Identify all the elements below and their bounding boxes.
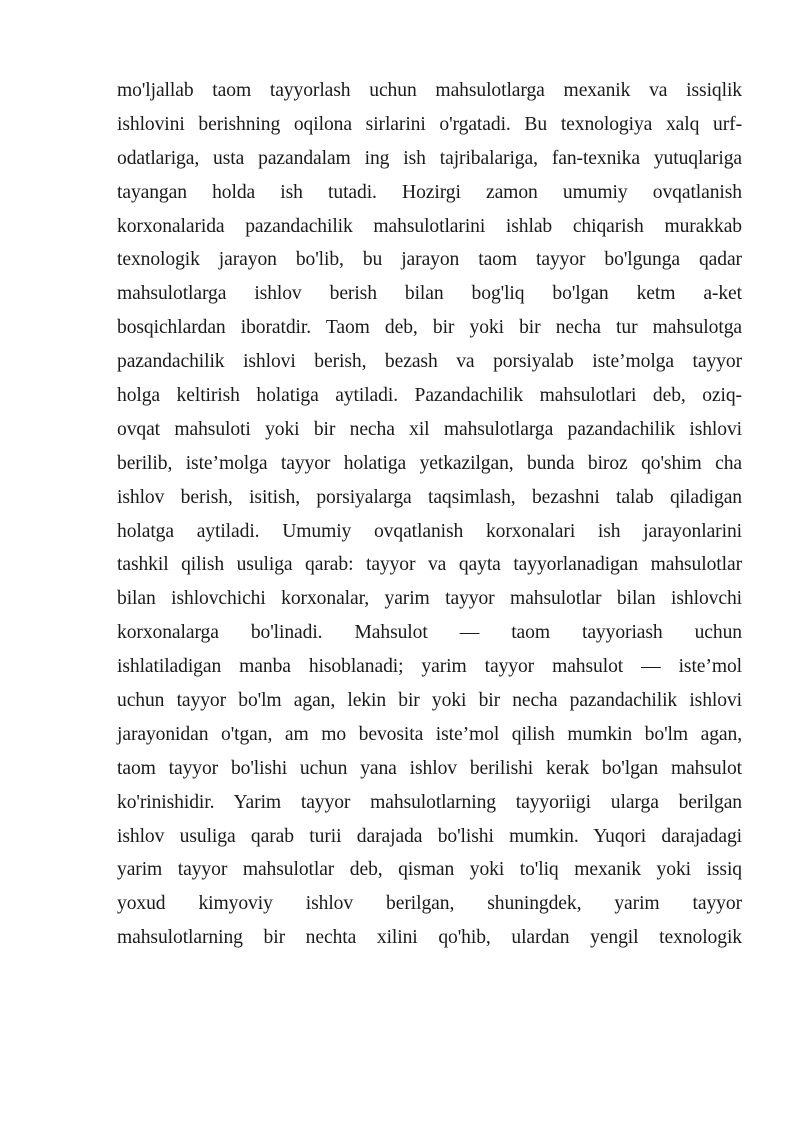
text-line: yoxud kimyoviy ishlov berilgan, shuningdek, yarim tayyor	[117, 893, 742, 915]
text-line: jarayonidan o'tgan, am mo bevosita iste’mol qilish mumkin bo'lm agan,	[117, 723, 742, 745]
text-line: mahsulotlarning bir nechta xilini qo'hib, ulardan yengil texnologik	[117, 927, 742, 949]
text-line: tayangan holda ish tutadi. Hozirgi zamon umumiy ovqatlanish	[117, 181, 742, 203]
text-line: ishlov berish, isitish, porsiyalarga taqsimlash, bezashni talab qiladigan	[117, 486, 742, 508]
text-line: mo'ljallab taom tayyorlash uchun mahsulotlarga mexanik va issiqlik	[117, 80, 742, 101]
text-line: ovqat mahsuloti yoki bir necha xil mahsulotlarga pazandachilik ishlovi	[117, 418, 742, 440]
body-text	[117, 74, 742, 955]
text-line: bosqichlardan iboratdir. Taom deb, bir yoki bir necha tur mahsulotga	[117, 317, 742, 339]
text-line: taom tayyor bo'lishi uchun yana ishlov berilishi kerak bo'lgan mahsulot	[117, 757, 742, 779]
text-line: tashkil qilish usuliga qarab: tayyor va qayta tayyorlanadigan mahsulotlar	[117, 554, 742, 576]
text-line: ishlov usuliga qarab turii darajada bo'lishi mumkin. Yuqori darajadagi	[117, 825, 742, 847]
text-line: korxonalarida pazandachilik mahsulotlarini ishlab chiqarish murakkab	[117, 215, 742, 237]
text-line: bilan ishlovchichi korxonalar, yarim tayyor mahsulotlar bilan ishlovchi	[117, 588, 742, 610]
text-line: pazandachilik ishlovi berish, bezash va porsiyalab iste’molga tayyor	[117, 351, 742, 373]
text-line: berilib, iste’molga tayyor holatiga yetkazilgan, bunda biroz qo'shim cha	[117, 452, 742, 474]
text-line: mahsulotlarga ishlov berish bilan bog'liq bo'lgan ketm a-ket	[117, 283, 742, 305]
text-line: yarim tayyor mahsulotlar deb, qisman yoki to'liq mexanik yoki issiq	[117, 859, 742, 881]
text-line: holga keltirish holatiga aytiladi. Pazandachilik mahsulotlari deb, oziq-	[117, 385, 742, 407]
text-line: ishlovini berishning oqilona sirlarini o'rgatadi. Bu texnologiya xalq urf-	[117, 113, 742, 135]
text-line: ko'rinishidir. Yarim tayyor mahsulotlarning tayyoriigi ularga berilgan	[117, 791, 742, 813]
text-line: holatga aytiladi. Umumiy ovqatlanish korxonalari ish jarayonlarini	[117, 520, 742, 542]
text-line: uchun tayyor bo'lm agan, lekin bir yoki bir necha pazandachilik ishlovi	[117, 690, 742, 712]
text-line: odatlariga, usta pazandalam ing ish tajribalariga, fan-texnika yutuqlariga	[117, 147, 742, 169]
text-line: korxonalarga bo'linadi. Mahsulot — taom tayyoriash uchun	[117, 622, 742, 644]
text-line: texnologik jarayon bo'lib, bu jarayon taom tayyor bo'lgunga qadar	[117, 249, 742, 271]
text-line: ishlatiladigan manba hisoblanadi; yarim tayyor mahsulot — iste’mol	[117, 656, 742, 678]
